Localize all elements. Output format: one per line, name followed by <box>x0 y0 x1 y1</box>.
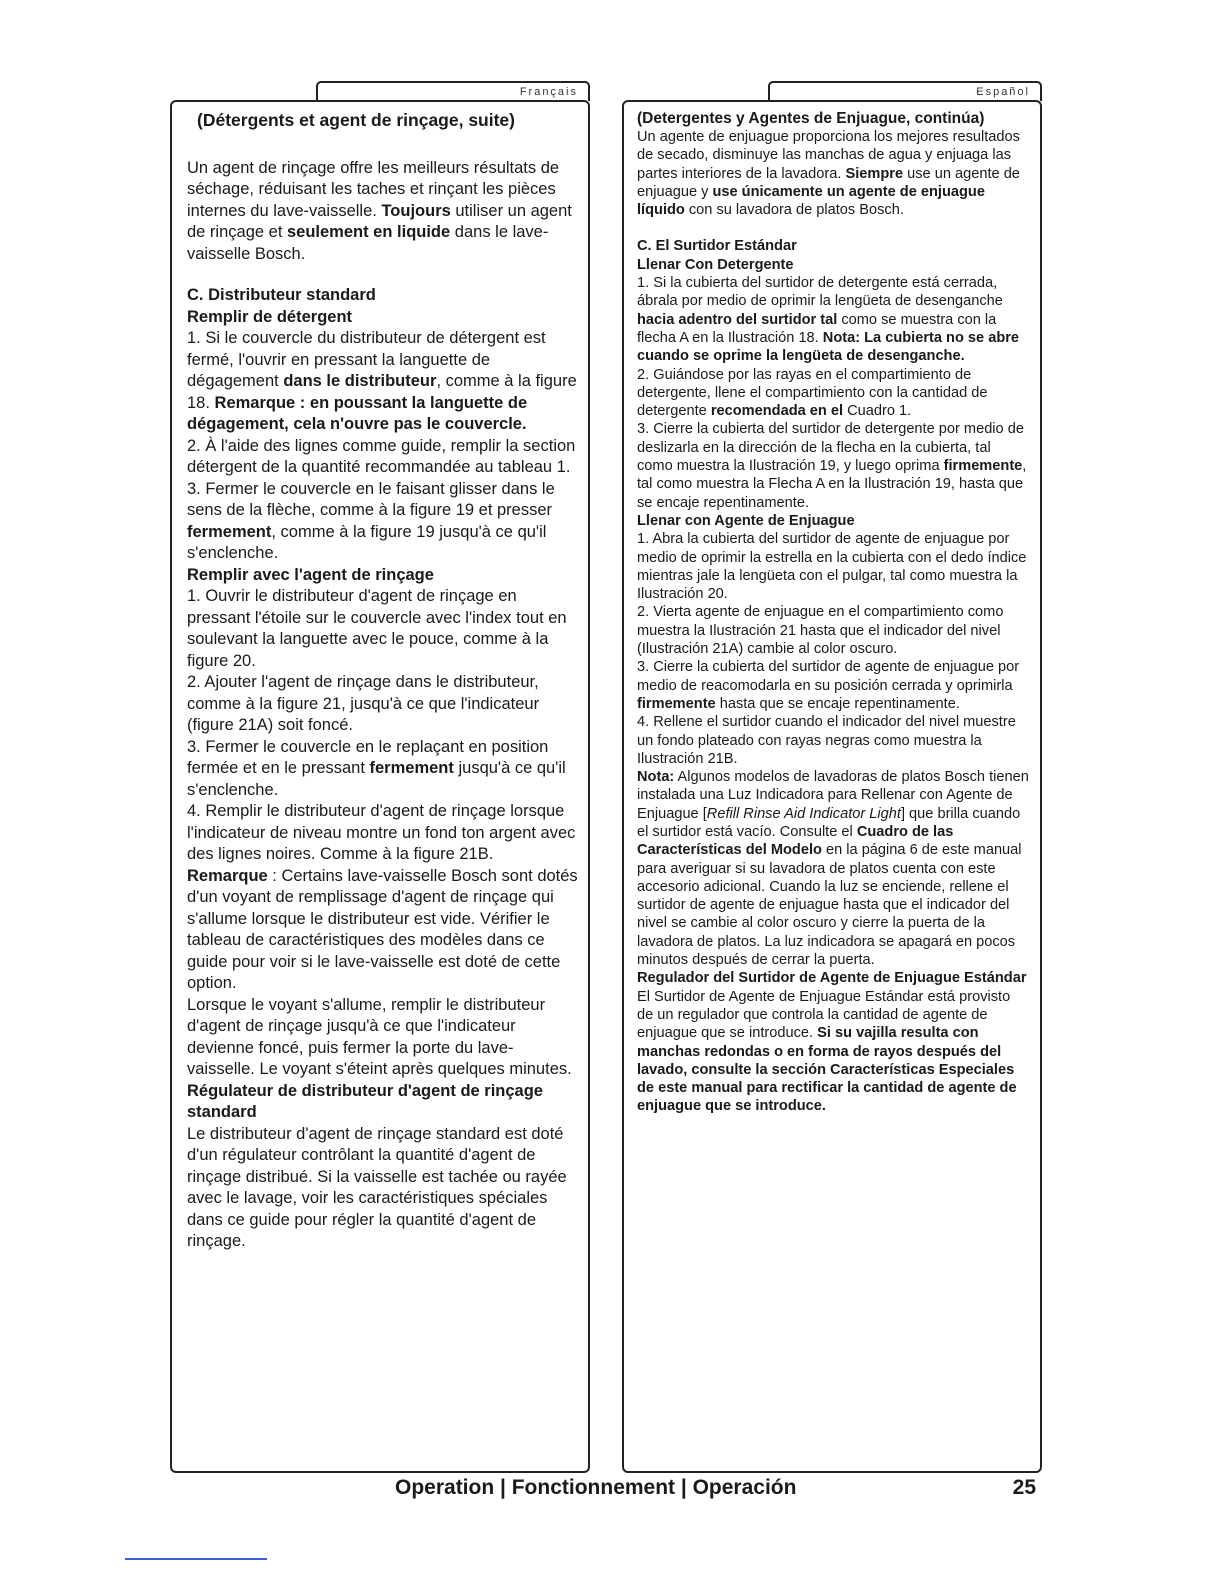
french-note: Remarque : Certains lave-vaisselle Bosch sont dotés d'un voyant de remplissage d'agent de rinçage qui s'allume lorsque le distributeur est vide. Vérifier le tableau de caractéristiques des modèles dans ce guide pour voir si le lave-vaisselle est doté de cette option. <box>187 866 578 992</box>
page-footer <box>170 1476 1042 1506</box>
language-tab-french: Français <box>316 81 590 101</box>
french-subheading-detergent: Remplir de détergent <box>187 307 353 326</box>
spanish-intro: Un agente de enjuague proporciona los mejores resultados de secado, disminuye las manchas de agua y enjuaga las partes interiores de la lavadora. Siempre use un agente de enjuague y use únicamente un agente de enjuague líquido con su lavadora de platos Bosch. <box>637 129 1020 219</box>
french-detergent-step-3: 3. Fermer le couvercle en le faisant glisser dans le sens de la flèche, comme à la figure 19 et presser fermement, comme à la figure 19 jusqu'à ce qu'il s'enclenche. <box>187 479 555 562</box>
french-detergent-step-2: 2. À l'aide des lignes comme guide, remplir la section détergent de la quantité recommandée au tableau 1. <box>187 436 576 476</box>
spanish-note: Nota: Algunos modelos de lavadoras de platos Bosch tienen instalada una Luz Indicadora para Rellenar con Agente de Enjuague [Refill Rinse Aid Indicator Light] que brilla cuando el surtidor está vacío. Consulte el Cuadro de las Características del Modelo en la página 6 de este manual para averiguar si su lavadora de platos cuenta con este accesorio adicional. Cuando la luz se enciende, rellene el surtidor de agente de enjuague hasta que el indicador del nivel se cambie al color oscuro y cierre la puerta de la lavadora de platos. La luz indicadora se apagará en pocos minutos después de cerrar la puerta. <box>637 769 1029 969</box>
spanish-subheading-rinse: Llenar con Agente de Enjuague <box>637 512 855 529</box>
french-subheading-rinse: Remplir avec l'agent de rinçage <box>187 565 434 584</box>
spanish-regulator-text: El Surtidor de Agente de Enjuague Estándar está provisto de un regulador que controla la cantidad de agente de enjuague que se introduce. Si su vajilla resulta con manchas redondas o en forma de rayos después del lavado, consulte la sección Características Especiales de este manual para rectificar la cantidad de agente de enjuague que se introduce. <box>637 988 1017 1115</box>
french-column <box>187 110 579 1253</box>
page-number: 25 <box>1012 1476 1036 1499</box>
spanish-rinse-step-1: 1. Abra la cubierta del surtidor de agente de enjuague por medio de oprimir la estrella en la cubierta con el dedo índice mientras jale la lengüeta con el pulgar, tal como muestra la Ilustración 20. <box>637 531 1027 603</box>
spanish-rinse-step-3: 3. Cierre la cubierta del surtidor de agente de enjuague por medio de reacomodarla en su posición cerrada y oprimirla firmemente hasta que se encaje repentinamente. <box>637 659 1020 712</box>
french-rinse-step-4: 4. Remplir le distributeur d'agent de rinçage lorsque l'indicateur de niveau montre un fond ton argent avec des lignes noires. Comme à la figure 21B. <box>187 802 576 863</box>
french-intro: Un agent de rinçage offre les meilleurs résultats de séchage, réduisant les taches et rinçant les pièces internes du lave-vaisselle. Toujours utiliser un agent de rinçage et seulement en liquide dans le lave-vaisselle Bosch. <box>187 158 572 263</box>
spanish-rinse-step-4: 4. Rellene el surtidor cuando el indicador del nivel muestre un fondo plateado con rayas negras como muestra la Ilustración 21B. <box>637 714 1016 767</box>
spanish-subheading-detergent: Llenar Con Detergente <box>637 256 794 273</box>
french-section-title: C. Distributeur standard <box>187 286 376 304</box>
french-detergent-step-1: 1. Si le couvercle du distributeur de détergent est fermé, l'ouvrir en pressant la languette de dégagement dans le distributeur, comme à la figure 18. Remarque : en poussant la languette de dégagement, cela n'ouvre pas le couvercle. <box>187 329 577 433</box>
spanish-detergent-step-1: 1. Si la cubierta del surtidor de detergente está cerrada, ábrala por medio de oprimir la lengüeta de desenganche hacia adentro del surtidor tal como se muestra con la flecha A en la Ilustración 18. Nota: La cubierta no se abre cuando se oprime la lengüeta de desenganche. <box>637 275 1020 365</box>
french-rinse-step-2: 2. Ajouter l'agent de rinçage dans le distributeur, comme à la figure 21, jusqu'à ce que l'indicateur (figure 21A) soit foncé. <box>187 673 540 734</box>
language-tab-spanish: Español <box>768 81 1042 101</box>
french-subheading-regulator: Régulateur de distributeur d'agent de rinçage standard <box>187 1081 543 1121</box>
spanish-heading: (Detergentes y Agentes de Enjuague, continúa) <box>637 110 985 127</box>
french-heading: (Détergents et agent de rinçage, suite) <box>197 110 515 130</box>
bottom-underline-mark <box>125 1558 267 1560</box>
french-rinse-step-1: 1. Ouvrir le distributeur d'agent de rinçage en pressant l'étoile sur le couvercle avec l'index tout en soulevant la languette avec le pouce, comme à la figure 20. <box>187 587 567 670</box>
spanish-section-title: C. El Surtidor Estándar <box>637 238 797 255</box>
spanish-column <box>637 110 1029 1116</box>
spanish-subheading-regulator: Regulador del Surtidor de Agente de Enjuague Estándar <box>637 970 1027 987</box>
french-rinse-step-3: 3. Fermer le couvercle en le replaçant en position fermée et en le pressant fermement jusqu'à ce qu'il s'enclenche. <box>187 737 566 799</box>
spanish-detergent-step-2: 2. Guiándose por las rayas en el compartimiento de detergente, llene el compartimiento con la cantidad de detergente recomendada en el Cuadro 1. <box>637 366 988 420</box>
french-regulator-text: Le distributeur d'agent de rinçage standard est doté d'un régulateur contrôlant la quantité d'agent de rinçage distribué. Si la vaisselle est tachée ou rayée avec le lavage, voir les caractéristiques spéciales dans ce guide pour régler la quantité d'agent de rinçage. <box>187 1124 567 1250</box>
spanish-spacer <box>637 219 1029 237</box>
spanish-detergent-step-3: 3. Cierre la cubierta del surtidor de detergente por medio de deslizarla en la dirección de la flecha en la cubierta, tal como muestra la Ilustración 19, y luego oprima firmemente, tal como muestra la Flecha A en la Ilustración 19, hasta que se encaje repentinamente. <box>637 421 1027 511</box>
spanish-rinse-step-2: 2. Vierta agente de enjuague en el compartimiento como muestra la Ilustración 21 hasta que el indicador del nivel (Ilustración 21A) cambie al color oscuro. <box>637 604 1004 658</box>
footer-section-title: Operation | Fonctionnement | Operación <box>395 1476 797 1499</box>
french-note-continued: Lorsque le voyant s'allume, remplir le distributeur d'agent de rinçage jusqu'à ce que l'indicateur devienne foncé, puis fermer la porte du lave-vaisselle. Le voyant s'éteint après quelques minutes. <box>187 995 572 1078</box>
